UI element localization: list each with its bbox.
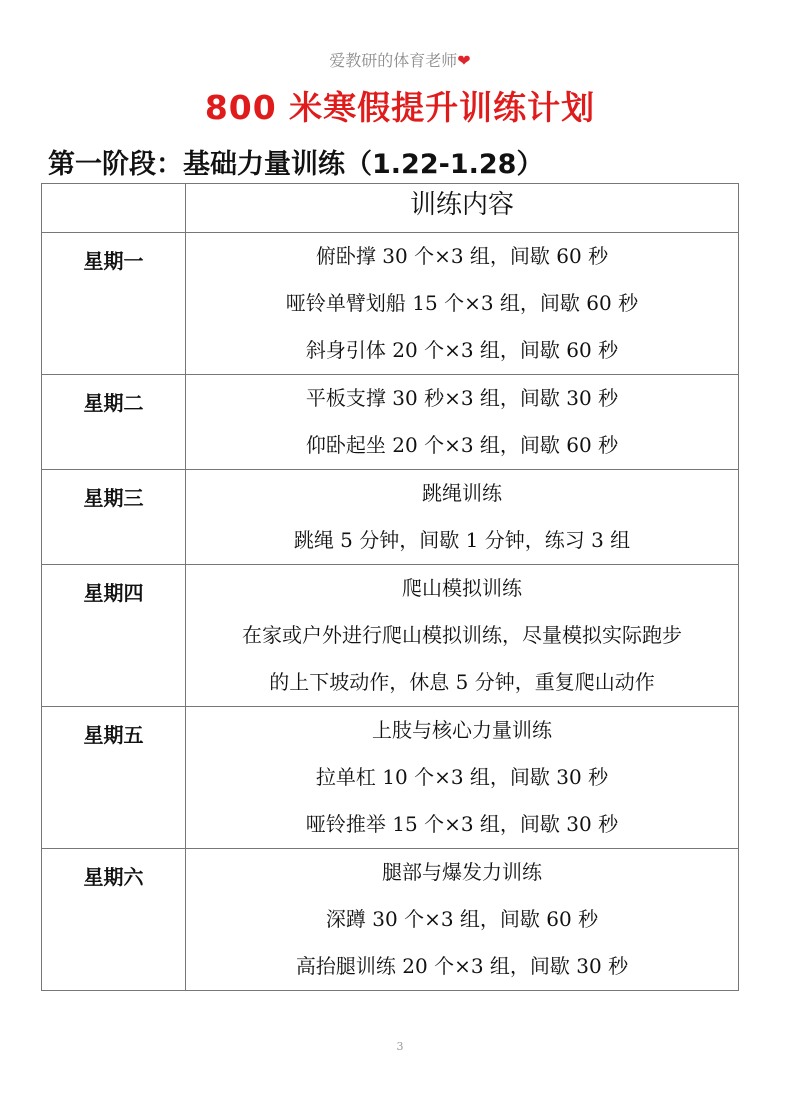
watermark xyxy=(0,48,800,71)
exercise-line: 高抬腿训练 20 个×3 组，间歇 30 秒 xyxy=(295,954,629,978)
exercise-line: 深蹲 30 个×3 组，间歇 60 秒 xyxy=(325,907,599,931)
table-row xyxy=(42,849,739,991)
exercise-line: 爬山模拟训练 xyxy=(402,576,522,600)
content-cell xyxy=(186,233,739,375)
exercise-line: 平板支撑 30 秒×3 组，间歇 30 秒 xyxy=(305,386,619,410)
content-cell xyxy=(186,470,739,565)
exercise-line: 的上下坡动作，休息 5 分钟，重复爬山动作 xyxy=(269,670,655,694)
content-cell xyxy=(186,707,739,849)
training-table xyxy=(41,183,739,991)
exercise-line: 跳绳 5 分钟，间歇 1 分钟，练习 3 组 xyxy=(293,528,631,552)
exercise-line: 哑铃推举 15 个×3 组，间歇 30 秒 xyxy=(305,812,619,836)
content-cell xyxy=(186,565,739,707)
header-day xyxy=(42,184,186,233)
exercise-line: 腿部与爆发力训练 xyxy=(382,860,542,884)
table-row xyxy=(42,470,739,565)
exercise-line: 拉单杠 10 个×3 组，间歇 30 秒 xyxy=(315,765,609,789)
stage-heading: 第一阶段：基础力量训练（1.22-1.28） xyxy=(48,149,544,180)
exercise-line: 跳绳训练 xyxy=(422,481,502,505)
table-header-row xyxy=(42,184,739,233)
exercise-line: 仰卧起坐 20 个×3 组，间歇 60 秒 xyxy=(305,433,619,457)
day-cell: 星期六 xyxy=(42,849,186,991)
header-content: 训练内容 xyxy=(186,184,739,233)
table-row xyxy=(42,707,739,849)
day-cell: 星期五 xyxy=(42,707,186,849)
table-row xyxy=(42,565,739,707)
content-cell xyxy=(186,375,739,470)
exercise-line: 哑铃单臂划船 15 个×3 组，间歇 60 秒 xyxy=(285,291,639,315)
exercise-line: 俯卧撑 30 个×3 组，间歇 60 秒 xyxy=(315,244,609,268)
day-cell: 星期四 xyxy=(42,565,186,707)
day-cell: 星期一 xyxy=(42,233,186,375)
content-cell xyxy=(186,849,739,991)
day-cell: 星期三 xyxy=(42,470,186,565)
table-row xyxy=(42,375,739,470)
page-title: 800 米寒假提升训练计划 xyxy=(204,88,596,127)
table-row xyxy=(42,233,739,375)
page-number: 3 xyxy=(396,1040,404,1053)
exercise-line: 在家或户外进行爬山模拟训练，尽量模拟实际跑步 xyxy=(242,623,682,647)
exercise-line: 斜身引体 20 个×3 组，间歇 60 秒 xyxy=(305,338,619,362)
day-cell: 星期二 xyxy=(42,375,186,470)
exercise-line: 上肢与核心力量训练 xyxy=(372,718,552,742)
heart-icon: ❤ xyxy=(457,51,471,70)
watermark-text: 爱教研的体育老师 xyxy=(329,51,458,70)
